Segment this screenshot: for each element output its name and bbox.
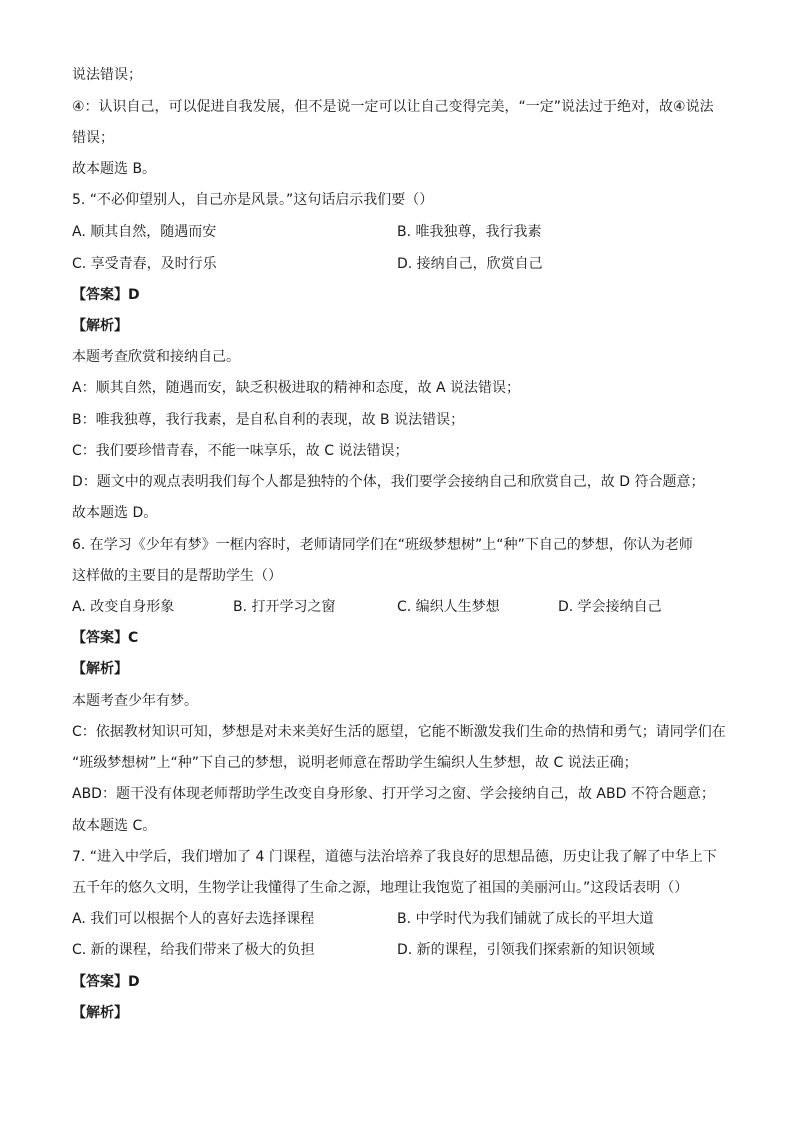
q5-option-a: A. 顺其自然，随遇而安 — [72, 224, 217, 240]
q5-option-c: C. 享受青春，及时行乐 — [72, 256, 217, 272]
text-line: D：题文中的观点表明我们每个人都是独特的个体，我们要学会接纳自己和欣赏自己，故 D 符合题意； — [72, 474, 705, 490]
text-line: C：依据教材知识可知，梦想是对未来美好生活的愿望，它能不断激发我们生命的热情和勇气；请同学们在 — [72, 724, 726, 740]
question-7-cont: 五千年的悠久文明，生物学让我懂得了生命之源，地理让我饱览了祖国的美丽河山。”这段话表明（） — [72, 880, 689, 896]
text-line: 本题考查少年有梦。 — [72, 693, 198, 709]
q7-option-d: D. 新的课程，引领我们探索新的知识领域 — [397, 942, 655, 958]
question-6: 6. 在学习《少年有梦》一框内容时，老师请同学们在“班级梦想树”上“种”下自己的梦想，你认为老师 — [72, 537, 693, 553]
analysis-label: 【解析】 — [72, 318, 128, 334]
q6-option-c: C. 编织人生梦想 — [397, 599, 500, 615]
q5-option-d: D. 接纳自己，欣赏自己 — [397, 256, 543, 272]
q7-option-c: C. 新的课程，给我们带来了极大的负担 — [72, 942, 315, 958]
answer-label: 【答案】D — [72, 287, 140, 303]
text-line: 错误； — [72, 130, 114, 146]
q5-option-b: B. 唯我独尊，我行我素 — [397, 224, 542, 240]
question-6-cont: 这样做的主要目的是帮助学生（） — [72, 568, 282, 584]
q7-option-a: A. 我们可以根据个人的喜好去选择课程 — [72, 911, 315, 927]
q6-option-b: B. 打开学习之窗 — [233, 599, 336, 615]
text-line: ④：认识自己，可以促进自我发展，但不是说一定可以让自己变得完美，“一定”说法过于绝对，故④说法 — [72, 99, 714, 115]
answer-label: 【答案】D — [72, 974, 140, 990]
q6-option-d: D. 学会接纳自己 — [558, 599, 662, 615]
text-line: A：顺其自然，随遇而安，缺乏积极进取的精神和态度，故 A 说法错误； — [72, 380, 521, 396]
analysis-label: 【解析】 — [72, 1005, 128, 1021]
text-line: ABD：题干没有体现老师帮助学生改变自身形象、打开学习之窗、学会接纳自己，故 ABD 不符合题意； — [72, 786, 715, 802]
text-line: B：唯我独尊，我行我素，是自私自利的表现，故 B 说法错误； — [72, 412, 465, 428]
text-line: 故本题选 D。 — [72, 505, 158, 521]
analysis-label: 【解析】 — [72, 661, 128, 677]
question-5: 5. “不必仰望别人，自己亦是风景。”这句话启示我们要（） — [72, 192, 434, 208]
text-line: 本题考查欣赏和接纳自己。 — [72, 349, 240, 365]
text-line: 故本题选 B。 — [72, 161, 157, 177]
text-line: 说法错误； — [72, 67, 142, 83]
q7-option-b: B. 中学时代为我们铺就了成长的平坦大道 — [397, 911, 654, 927]
text-line: C：我们要珍惜青春，不能一味享乐，故 C 说法错误； — [72, 443, 409, 459]
question-7: 7. “进入中学后，我们增加了 4 门课程，道德与法治培养了我良好的思想品德，历史让我了解了中华上下 — [72, 849, 717, 865]
text-line: “班级梦想树”上“种”下自己的梦想，说明老师意在帮助学生编织人生梦想，故 C 说法正确； — [72, 755, 638, 771]
text-line: 故本题选 C。 — [72, 818, 157, 834]
answer-label: 【答案】C — [72, 630, 139, 646]
q6-option-a: A. 改变自身形象 — [72, 599, 175, 615]
